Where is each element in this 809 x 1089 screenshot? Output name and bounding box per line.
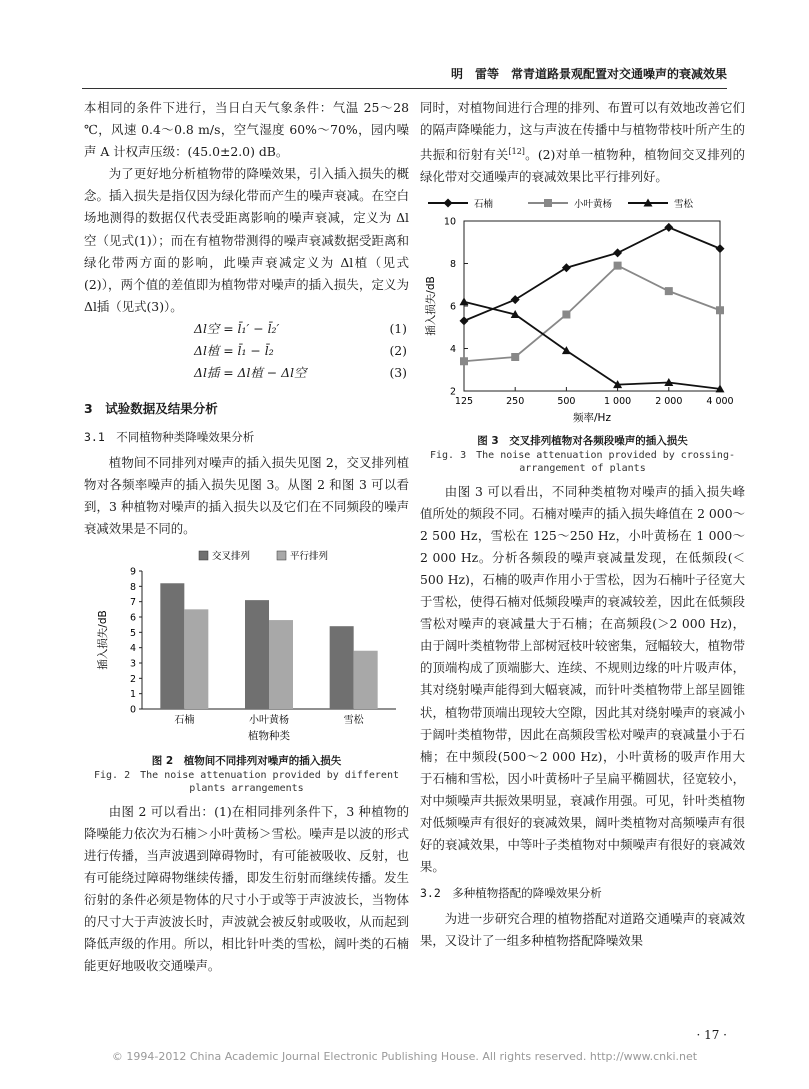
bar [245,600,269,709]
equation-3 [84,362,409,384]
figure-3 [420,195,745,475]
data-point [511,295,520,304]
series-line [464,227,720,321]
y-tick-label: 8 [129,581,136,593]
x-tick-label: 石楠 [174,714,195,726]
data-point [511,353,519,361]
legend-label: 石楠 [474,198,494,210]
y-tick-label: 0 [129,704,136,715]
paragraph: 本相同的条件下进行，当日白天气象条件：气温 25～28 ℃，风速 0.4～0.8 m/s，空气湿度 60%～70%，园内噪声 A 计权声压级：(45.0±2.0) dB。 [84,100,409,160]
paragraph-text: 同时，对植物间进行合理的排列、布置可以有效地改善它们的隔声降噪能力，这与声波在传播中与植物带枝叶所产生的共振和衍射有关 [420,100,745,163]
equation-number: (2) [389,342,407,358]
data-point [562,310,570,318]
series-line [464,265,720,361]
subsection-heading: 3.1 不同植物种类降噪效果分析 [84,430,255,445]
bar [160,583,184,709]
figure-caption: 图 3 交叉排列植物对各频段噪声的插入损失 [477,434,688,447]
data-point [613,248,622,257]
x-tick-label: 雪松 [343,714,364,726]
paragraph: 为了更好地分析植物带的降噪效果，引入插入损失的概念。插入损失是指仅因为绿化带而产生的噪声衰减。在空白场地测得的数据仅代表受距离影响的噪声衰减，定义为 Δl空（见式(1)）；而在有植物带测得的噪声衰减数据受距离和绿化带两方面的影响，此噪声衰减定义为 Δl植（见式(2)），两个值的差值即为植物带对噪声的插入损失，定义为 Δl插（见式(3)）。 [84,166,409,314]
paragraph [420,97,745,189]
legend-label: 雪松 [674,198,694,210]
y-tick-label: 8 [449,258,456,270]
legend-label: 小叶黄杨 [574,198,613,210]
data-point [562,263,571,272]
x-tick-label: 2 000 [655,395,683,407]
data-point [614,261,622,269]
data-point [460,357,468,365]
paragraph-text: 。(2)对单一植物种，植物间交叉排列的绿化带对交通噪声的衰减效果比平行排列好。 [420,147,745,185]
page-number: · 17 · [696,1028,727,1042]
bar [354,650,378,708]
equation-text: Δl植 = l̄₁ − l̄₂ [194,342,274,358]
legend-swatch [199,551,208,560]
legend-marker [444,198,453,207]
paragraph: 为进一步研究合理的植物搭配对道路交通噪声的衰减效果，又设计了一组多种植物搭配降噪效果 [420,911,745,949]
equation-number: (1) [389,320,407,336]
data-point [716,244,725,253]
bar [330,626,354,709]
paragraph: 由图 3 可以看出，不同种类植物对噪声的插入损失峰值所处的频段不同。石楠对噪声的插入损失峰值在 2 000～2 500 Hz，雪松在 125～250 Hz，小叶黄杨在 1 000～2 000 Hz。分析各频段的噪声衰减量发现，在低频段(＜500 Hz)，石楠的吸声作用小于雪松，因为石楠叶子径宽大于雪松，使得石楠对低频段噪声的衰减较差，因此在低频段雪松对噪声的衰减量大于石楠；在高频段(＞2 000 Hz)，由于阔叶类植物带上部树冠枝叶较密集，冠幅较大，植物带的顶端构成了顶端膨大、连续、不规则边缘的叶片吸声体，其对绕射噪声能得到大幅衰减，而针叶类植物带上部呈圆锥状，植物带顶端出现较大空隙，因此其对绕射噪声的衰减小于阔叶类植物带，因此在高频段雪松对噪声的衰减量小于石楠；在中频段(500～2 000 Hz)，小叶黄杨的吸声作用大于石楠和雪松，因小叶黄杨叶子呈扁平椭圆状，径宽较小，对中频噪声共振效果明显，衰减作用强。可见，针叶类植物对低频噪声有很好的衰减效果，阔叶类植物对高频噪声有很好的衰减效果，中等叶子类植物对中频噪声有很好的衰减效果。 [420,483,745,875]
running-header: 明 雷等 常青道路景观配置对交通噪声的衰减效果 [82,60,727,89]
x-tick-label: 小叶黄杨 [249,714,289,726]
y-tick-label: 4 [449,343,456,355]
legend-marker [544,199,552,207]
x-axis-label: 植物种类 [248,729,290,742]
paragraph: 由图 2 可以看出：(1)在相同排列条件下，3 种植物的降噪能力依次为石楠＞小叶黄杨＞雪松。噪声是以波的形式进行传播，当声波遇到障碍物时，有可能被吸收、反射，也有可能绕过障碍物继续传播，即发生衍射而继续传播。发生衍射的条件必须是物体的尺寸小于或等于声波波长，当物体的尺寸大于声波波长时，声波就会被反射或吸收，从而起到降低声级的作用。所以，相比针叶类的雪松，阔叶类的石楠能更好地吸收交通噪声。 [84,803,409,974]
data-point [460,316,469,325]
y-tick-label: 6 [129,612,136,623]
y-tick-label: 9 [129,566,136,577]
equation-number: (3) [389,364,407,380]
subsection-heading: 3.2 多种植物搭配的降噪效果分析 [420,886,602,901]
y-tick-label: 5 [129,627,136,639]
data-point [665,287,673,295]
citation: [12] [508,147,525,157]
bar [269,620,293,709]
x-tick-label: 500 [557,395,576,407]
x-axis-label: 频率/Hz [573,411,611,424]
x-tick-label: 4 000 [706,395,734,407]
bar-chart [84,547,409,747]
y-tick-label: 6 [449,301,456,312]
y-axis-label: 插入损失/dB [97,609,109,670]
equation-text: Δl插 = Δl植 − Δl空 [194,364,307,380]
figure-caption: 图 2 植物间不同排列对噪声的插入损失 [151,754,342,767]
figure-2 [84,547,409,795]
x-tick-label: 250 [506,395,525,407]
y-axis-label: 插入损失/dB [425,275,437,336]
data-point [664,222,673,231]
y-tick-label: 2 [449,386,456,397]
x-tick-label: 125 [454,395,474,407]
equation-1 [84,318,409,340]
equation-text: Δl空 = l̄₁′ − l̄₂′ [194,320,280,336]
y-tick-label: 7 [129,596,136,608]
equation-2 [84,340,409,362]
plot-frame [464,221,720,391]
legend-label: 平行排列 [290,550,329,562]
data-point [716,306,724,314]
series-line [464,301,720,388]
bar [184,609,208,709]
paragraph: 植物间不同排列对噪声的插入损失见图 2，交叉排列植物对各频率噪声的插入损失见图 3。从图 2 和图 3 可以看到，3 种植物对噪声的插入损失以及它们在不同频段的噪声衰减效果是不同的。 [84,455,409,537]
data-point [460,297,469,305]
left-column [84,97,409,977]
x-tick-label: 1 000 [603,395,632,407]
figure-caption-english: Fig. 3 The noise attenuation provided by crossing-arrangement of plants [429,449,735,474]
line-chart [420,195,745,427]
y-tick-label: 10 [443,216,456,227]
y-tick-label: 2 [129,673,136,685]
section-heading: 3 试验数据及结果分析 [84,400,218,416]
y-tick-label: 3 [129,658,136,669]
copyright-footer: © 1994-2012 China Academic Journal Electronic Publishing House. All rights reserved. http://www.cnki.net [111,1050,698,1063]
legend-label: 交叉排列 [212,550,251,562]
legend-swatch [277,551,286,560]
y-tick-label: 4 [129,642,136,654]
figure-caption-english: Fig. 2 The noise attenuation provided by different plants arrangements [93,769,399,794]
y-tick-label: 1 [129,688,136,700]
right-column [420,97,745,953]
